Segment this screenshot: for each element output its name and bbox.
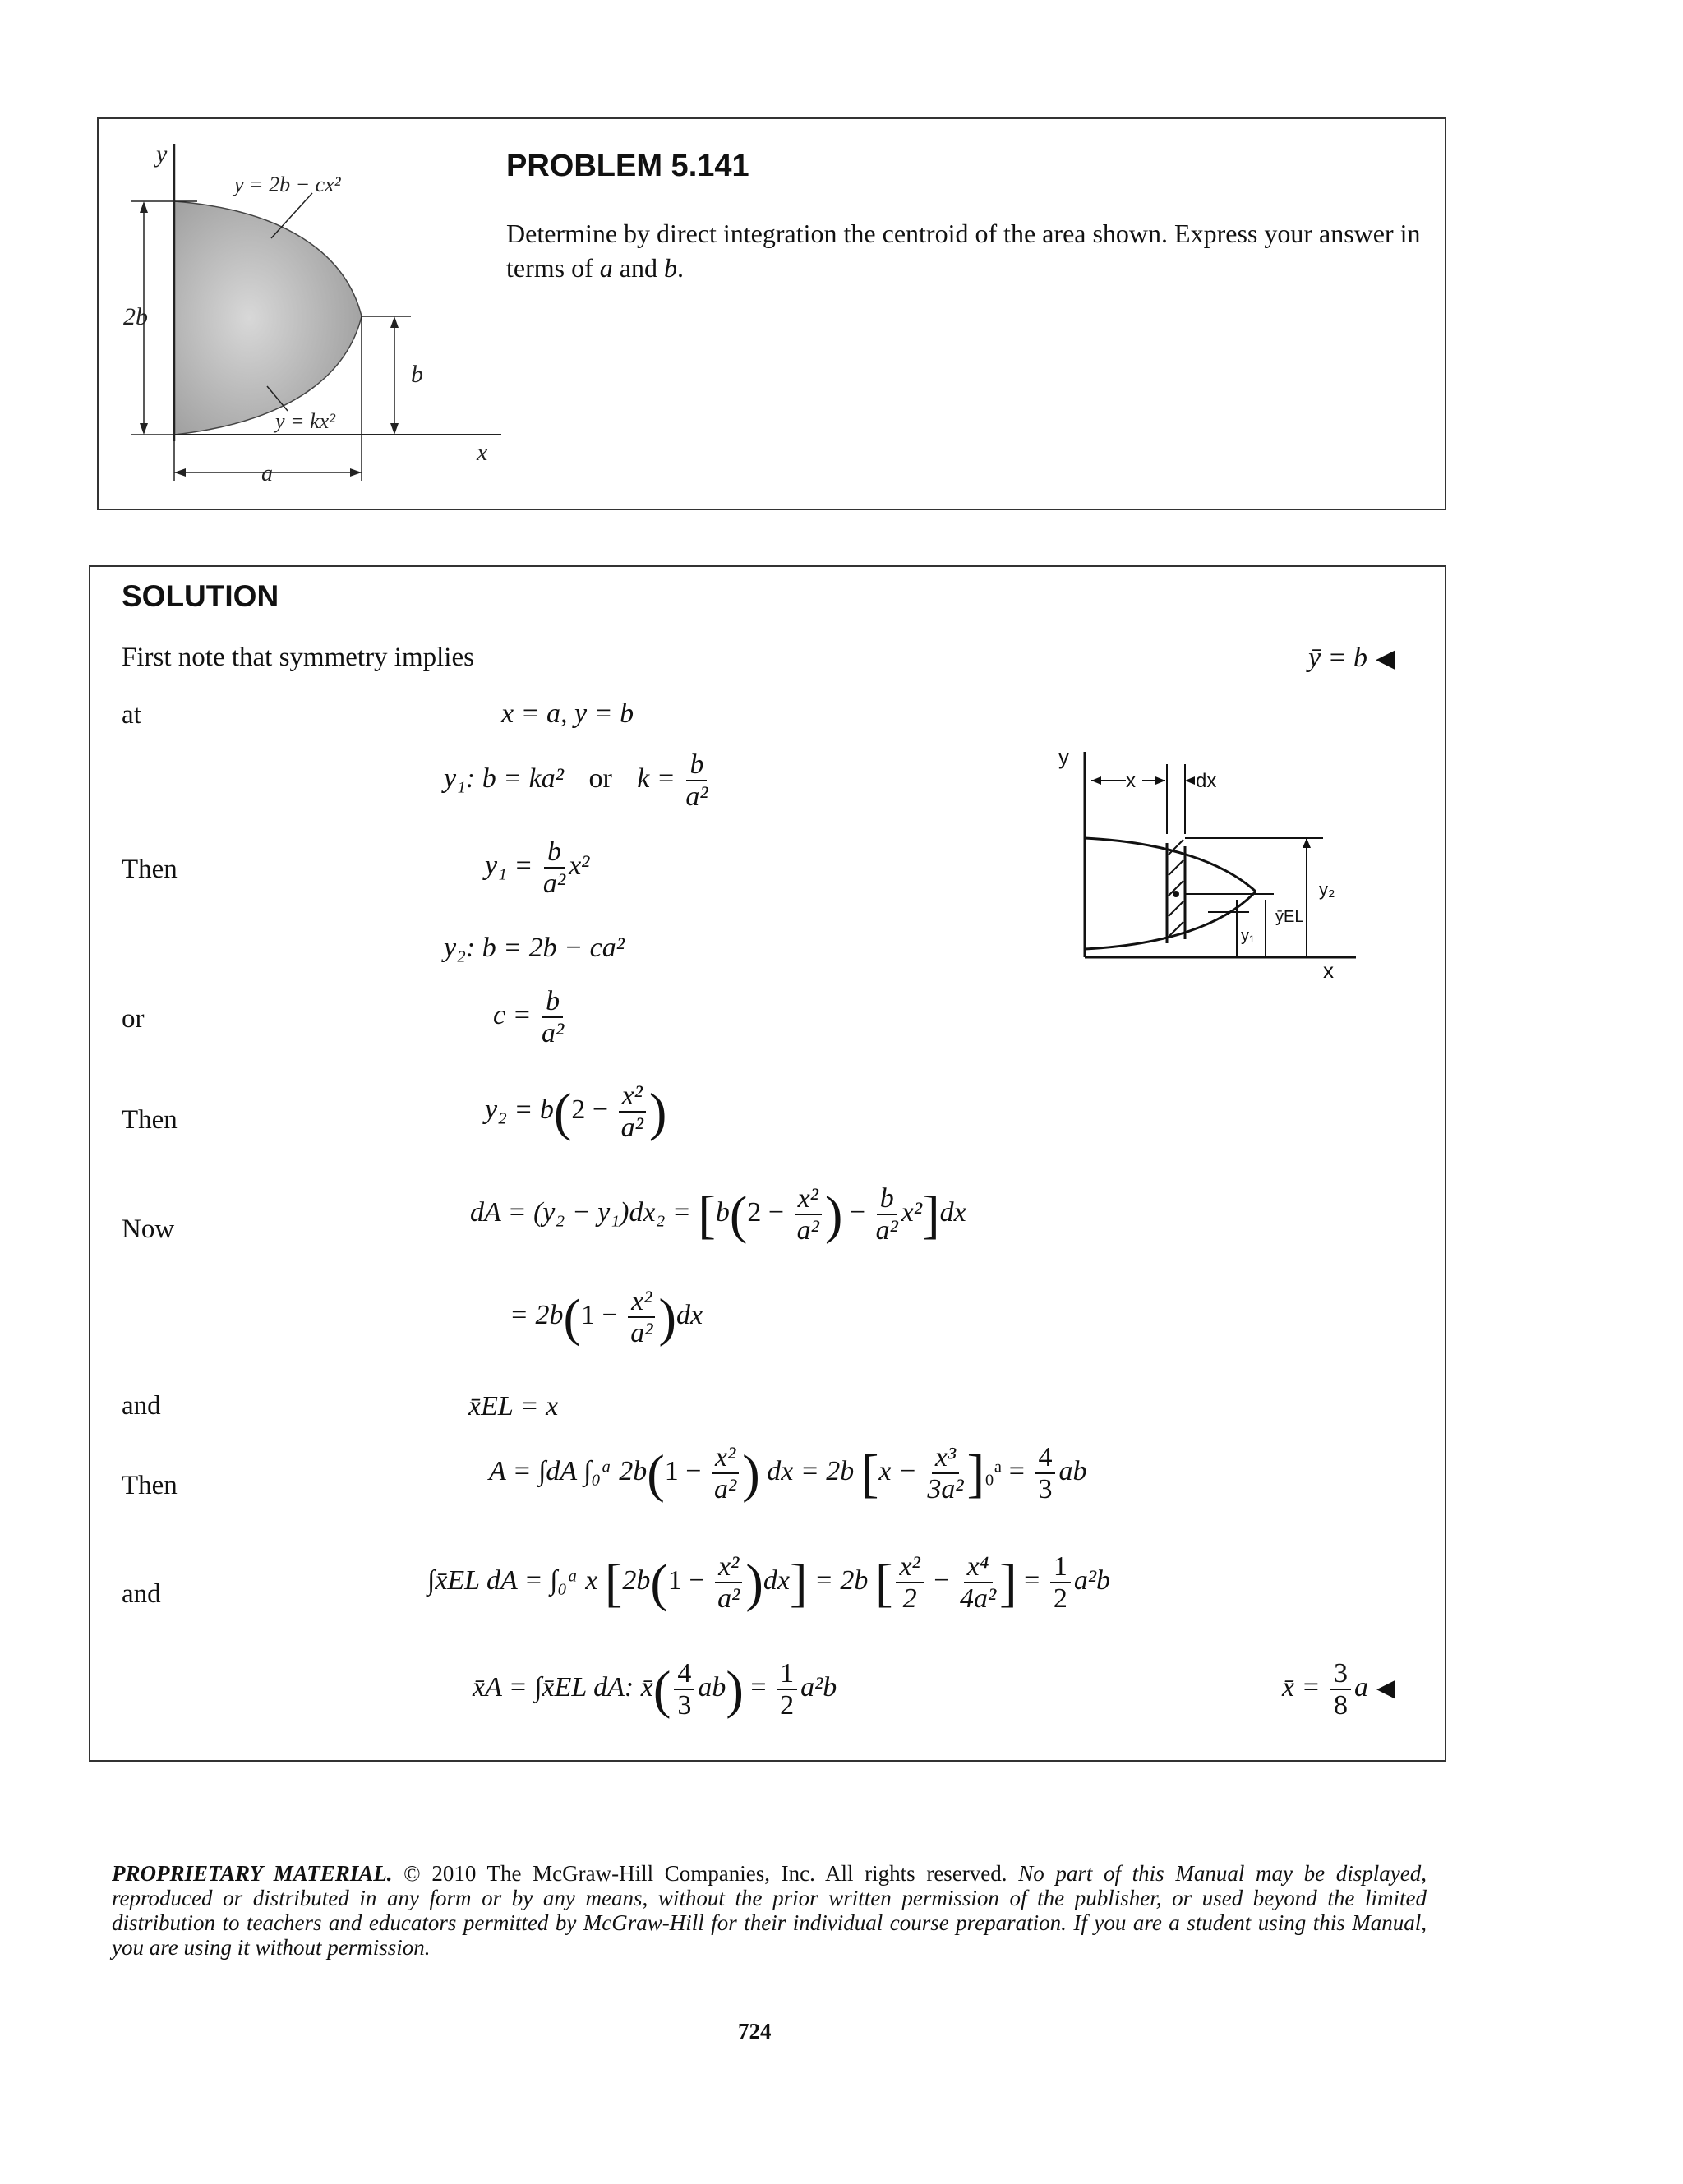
sketch-dx-dim: dx — [1196, 770, 1217, 792]
fraction: $\frac{\text{x²}}{\text{a²}}$ — [619, 1080, 646, 1144]
eq-xel: x̄EL = x — [468, 1391, 559, 1421]
label-now: Now — [122, 1214, 175, 1244]
statement-part: . — [676, 253, 684, 283]
fraction: $\frac{3}{8}$ — [1330, 1658, 1351, 1721]
eq-first-moment: ∫x̄EL dA = ∫₀ᵃ x [2b(1 − $\frac{\text{x²}}{\text{a²}}$ )dx] = 2b [ $\frac{\text{x²}}{2}$ − $\frac{\text{x⁴}}{\text{4a²}}$ ] = $\frac{1}{2}$ a²b — [427, 1551, 1111, 1615]
sketch-x-dim: x — [1126, 770, 1136, 792]
eq-y2: y₂: b = 2b − ca² — [444, 933, 625, 963]
sketch-y1-label: y₁ — [1241, 927, 1255, 945]
statement-part: Determine by direct integration the centroid of the area shown. Express your answer in terms of — [506, 219, 1421, 283]
sketch-y-label: y — [1058, 744, 1069, 769]
label-or: or — [122, 1004, 145, 1034]
label-and: and — [122, 1579, 161, 1609]
solution-intro: First note that symmetry implies — [122, 643, 474, 672]
solution-sketch — [1044, 740, 1389, 986]
statement-var-b: b — [663, 253, 677, 283]
page-number: 724 — [738, 2019, 772, 2043]
answer-arrow-icon: ◀ — [1376, 645, 1395, 672]
eq-dA: dA = (y₂ − y₁)dx₂ = [b(2 − $\frac{\text{x²}}{\text{a²}}$ ) − $\frac{b}{\text{a²}}$ x²]dx — [470, 1183, 966, 1246]
fig-height-label: 2b — [123, 303, 148, 330]
notice-text: No part of this Manual may be displayed, reproduced or distributed in any form or by any means, without the prior written permission of the publisher, or used beyond the limited distribution to teachers and educators permitted by McGraw-Hill for their individual course preparation. If you are a student using this Manual, you are using it without permission. — [112, 1861, 1427, 1960]
sketch-yel-label: ȳEL — [1275, 908, 1304, 926]
label-then: Then — [122, 1105, 178, 1135]
statement-var-a: a — [599, 253, 613, 283]
fraction: $\frac{4}{3}$ — [1035, 1442, 1055, 1505]
copyright-text: © 2010 The McGraw-Hill Companies, Inc. All rights reserved. — [392, 1861, 1019, 1886]
statement-part: and — [612, 253, 664, 283]
label-at: at — [122, 700, 141, 730]
fraction: $\frac{\text{x²}}{2}$ — [896, 1551, 923, 1615]
fig-upper-curve-label: y = 2b − cx² — [234, 173, 341, 196]
eq-y1-then: y₁ = $\frac{b}{\text{a²}}$ x² — [485, 836, 590, 900]
answer-arrow-icon: ◀ — [1376, 1675, 1396, 1703]
fraction: $\frac{4}{3}$ — [674, 1658, 694, 1721]
fraction: $\frac{b}{\text{a²}}$ — [542, 986, 565, 1049]
eq-at: x = a, y = b — [501, 698, 634, 729]
fraction: $\frac{1}{2}$ — [1050, 1551, 1071, 1615]
solution-title: SOLUTION — [122, 579, 279, 613]
label-then: Then — [122, 1471, 178, 1500]
fig-width-label: a — [261, 461, 273, 486]
problem-statement — [506, 216, 1427, 285]
proprietary-label: PROPRIETARY MATERIAL. — [112, 1861, 393, 1886]
eq-y1: y₁: b = ka² or k = $\frac{b}{\text{a²}}$ — [444, 749, 708, 813]
fig-half-height-label: b — [411, 361, 423, 388]
fig-lower-curve-label: y = kx² — [275, 409, 335, 433]
shaded-area — [174, 201, 362, 435]
label-then: Then — [122, 855, 178, 884]
sketch-x-label: x — [1323, 958, 1334, 983]
eq-y2-then: y₂ = b(2 − $\frac{\text{x²}}{\text{a²}}$ ) — [485, 1080, 667, 1144]
fraction: $\frac{\text{x²}}{\text{a²}}$ — [712, 1442, 739, 1505]
fraction: $\frac{\text{x⁴}}{\text{4a²}}$ — [959, 1551, 997, 1615]
fraction: $\frac{b}{\text{a²}}$ — [542, 836, 566, 900]
result-x-bar: x̄ = $\frac{3}{8}$ a ◀ — [1282, 1658, 1396, 1721]
label-and: and — [122, 1391, 161, 1421]
fig-y-axis-label: y — [156, 141, 168, 168]
fraction: $\frac{b}{\text{a²}}$ — [875, 1183, 898, 1246]
fraction: $\frac{\text{x²}}{\text{a²}}$ — [795, 1183, 822, 1246]
fraction: $\frac{\text{x²}}{\text{a²}}$ — [628, 1286, 655, 1349]
eq-area: A = ∫dA ∫₀ᵃ 2b(1 − $\frac{\text{x²}}{\text{a²}}$ ) dx = 2b [x − $\frac{\text{x³}}{\text{3a²}}$ ]₀ᵃ = $\frac{4}{3}$ ab — [489, 1442, 1087, 1505]
fraction: $\frac{b}{\text{a²}}$ — [685, 749, 708, 813]
problem-title: PROBLEM 5.141 — [506, 149, 749, 183]
eq-dA-simplified: = 2b(1 − $\frac{\text{x²}}{\text{a²}}$ )dx — [510, 1286, 703, 1349]
fraction: $\frac{1}{2}$ — [777, 1658, 797, 1721]
fig-x-axis-label: x — [477, 439, 488, 466]
eq-c: c = $\frac{b}{\text{a²}}$ — [493, 986, 565, 1049]
result-y-bar: ȳ = b ◀ — [1308, 643, 1395, 673]
sketch-y2-label: y₂ — [1319, 879, 1335, 900]
footer-notice — [112, 1861, 1427, 1960]
problem-box — [97, 117, 1446, 510]
fraction: $\frac{\text{x³}}{\text{3a²}}$ — [927, 1442, 964, 1505]
fraction: $\frac{\text{x²}}{\text{a²}}$ — [715, 1551, 742, 1615]
eq-centroid-x: x̄A = ∫x̄EL dA: x̄( $\frac{4}{3}$ ab) = $\frac{1}{2}$ a²b — [473, 1658, 837, 1721]
